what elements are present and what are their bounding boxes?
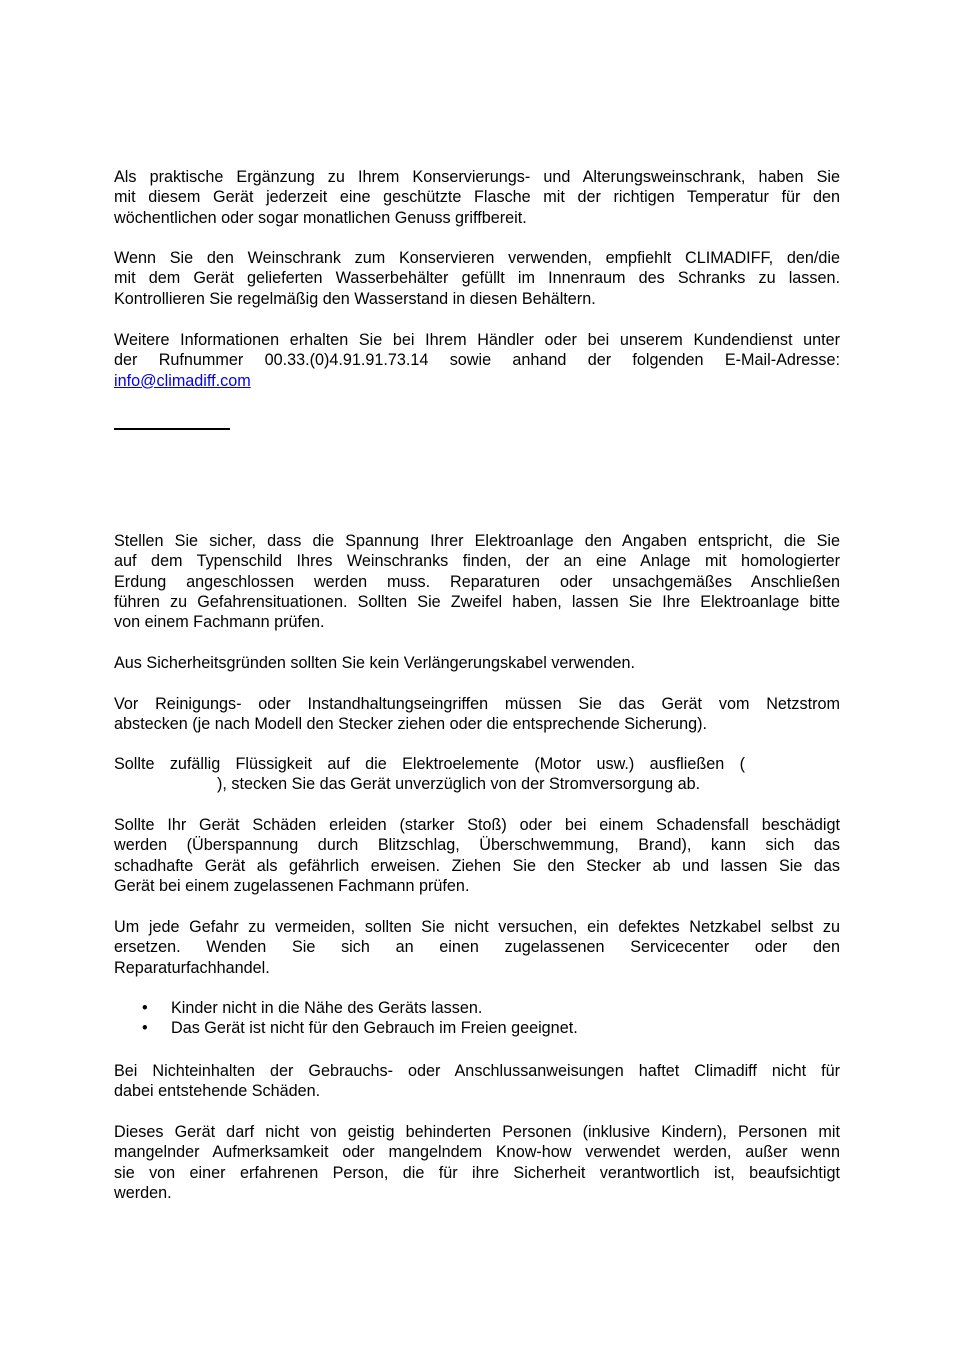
bullet-icon: • — [142, 1019, 148, 1038]
text-line: Bei Nichteinhalten der Gebrauchs- oder Anschlussanweisungen haftet Climadiff nicht für — [114, 1062, 840, 1080]
text-line: ), stecken Sie das Gerät unverzüglich von der Stromversorgung ab. — [217, 775, 701, 794]
text-line: Stellen Sie sicher, dass die Spannung Ihrer Elektroanlage den Angaben entspricht, die Sie — [114, 532, 840, 550]
text-line: schadhafte Gerät als gefährlich erweisen. Ziehen Sie den Stecker ab und lassen Sie das — [114, 856, 840, 875]
intro-paragraph — [114, 167, 840, 228]
text-line: dabei entstehende Schäden. — [114, 1082, 321, 1101]
text-line: abstecken (je nach Modell den Stecker ziehen oder die entsprechende Sicherung). — [114, 715, 708, 734]
list-item — [114, 998, 840, 1018]
water-container-paragraph — [114, 248, 840, 309]
list-item-text: Das Gerät ist nicht für den Gebrauch im Freien geeignet. — [171, 1019, 578, 1038]
text-line: mangelnder Aufmerksamkeit oder mangelndem Know-how verwendet werden, außer wenn — [114, 1143, 840, 1162]
supervision-paragraph — [114, 1122, 840, 1203]
list-item — [114, 1018, 840, 1038]
electrical-voltage-paragraph — [114, 531, 840, 632]
text-line: Um jede Gefahr zu vermeiden, sollten Sie nicht versuchen, ein defektes Netzkabel selbst zu — [114, 918, 840, 936]
text-line: von einem Fachmann prüfen. — [114, 613, 325, 632]
text-line: Reparaturfachhandel. — [114, 958, 270, 977]
text-line: auf dem Typenschild Ihres Weinschranks finden, der an eine Anlage mit homologierter — [114, 552, 840, 571]
email-link[interactable]: info@climadiff.com — [114, 371, 251, 390]
text-line: der Rufnummer 00.33.(0)4.91.91.73.14 sowie anhand der folgenden E-Mail-Adresse: — [114, 351, 840, 370]
power-cable-paragraph — [114, 917, 840, 978]
text-line: wöchentlichen oder sogar monatlichen Genuss griffbereit. — [114, 208, 527, 227]
safety-bullet-list — [114, 998, 840, 1039]
text-line: Gerät bei einem zugelassenen Fachmann prüfen. — [114, 876, 470, 895]
text-line: Wenn Sie den Weinschrank zum Konservieren verwenden, empfiehlt CLIMADIFF, den/die — [114, 249, 840, 267]
bullet-icon: • — [142, 999, 148, 1017]
list-item-text: Kinder nicht in die Nähe des Geräts lassen. — [171, 999, 483, 1017]
text-line: werden. — [114, 1183, 172, 1202]
text-line: Kontrollieren Sie regelmäßig den Wasserstand in diesen Behältern. — [114, 289, 596, 308]
damage-paragraph — [114, 815, 840, 896]
text-line: Vor Reinigungs- oder Instandhaltungseingriffen müssen Sie das Gerät vom Netzstrom — [114, 695, 840, 713]
text-line: Erdung angeschlossen werden muss. Reparaturen oder unsachgemäßes Anschließen — [114, 572, 840, 591]
cleaning-paragraph — [114, 694, 840, 735]
text-line: Aus Sicherheitsgründen sollten Sie kein Verlängerungskabel verwenden. — [114, 654, 636, 672]
text-line: Sollte zufällig Flüssigkeit auf die Elektroelemente (Motor usw.) ausfließen ( — [114, 755, 745, 773]
liquid-spill-paragraph — [114, 754, 840, 795]
text-line: Dieses Gerät darf nicht von geistig behinderten Personen (inklusive Kindern), Personen mit — [114, 1123, 840, 1141]
text-line: Weitere Informationen erhalten Sie bei Ihrem Händler oder bei unserem Kundendienst unter — [114, 331, 840, 349]
text-line: mit diesem Gerät jederzeit eine geschützte Flasche mit der richtigen Temperatur für den — [114, 188, 840, 207]
section-divider — [114, 428, 230, 430]
text-line: sie von einer erfahrenen Person, die für ihre Sicherheit verantwortlich ist, beaufsichtigt — [114, 1163, 840, 1182]
text-line: führen zu Gefahrensituationen. Sollten Sie Zweifel haben, lassen Sie Ihre Elektroanlage bitte — [114, 592, 840, 611]
contact-paragraph — [114, 330, 840, 391]
text-line: Als praktische Ergänzung zu Ihrem Konservierungs- und Alterungsweinschrank, haben Sie — [114, 168, 840, 186]
extension-cable-paragraph — [114, 653, 840, 673]
email-line — [114, 371, 840, 391]
text-line: werden (Überspannung durch Blitzschlag, Überschwemmung, Brand), kann sich das — [114, 836, 840, 855]
text-line: ersetzen. Wenden Sie sich an einen zugelassenen Servicecenter oder den — [114, 938, 840, 957]
text-line: Sollte Ihr Gerät Schäden erleiden (starker Stoß) oder bei einem Schadensfall beschädigt — [114, 816, 840, 834]
text-line: mit dem Gerät gelieferten Wasserbehälter gefüllt im Innenraum des Schranks zu lassen. — [114, 269, 840, 288]
liability-paragraph — [114, 1061, 840, 1102]
